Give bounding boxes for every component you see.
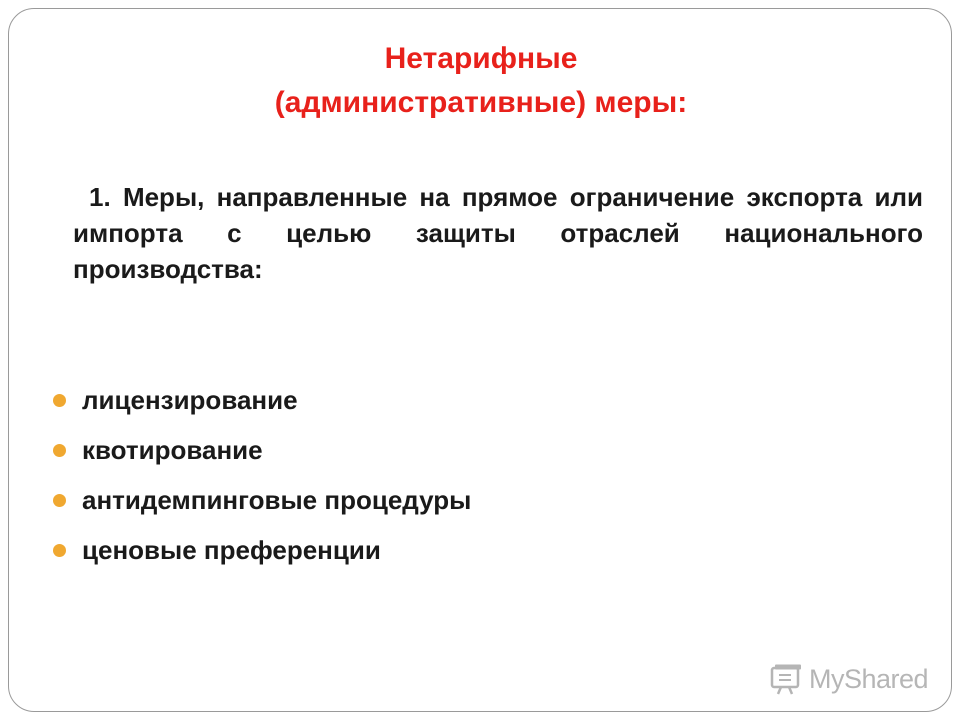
myshared-logo-icon [769,663,803,695]
bullet-dot-icon [53,444,66,457]
intro-paragraph: 1. Меры, направленные на прямое ограничение экспорта или импорта с целью защиты отраслей национального производства: [73,182,923,284]
list-item-text: квотирование [82,435,263,465]
watermark-brand: MyShared [809,663,929,694]
slide-title [9,37,952,125]
list-item [49,379,909,429]
list-item-text: ценовые преференции [82,535,381,565]
bullet-list [49,379,909,579]
bullet-dot-icon [53,544,66,557]
title-line-1: Нетарифные [384,42,578,75]
watermark [769,659,928,699]
slide [8,8,952,712]
bullet-dot-icon [53,394,66,407]
list-item-text: лицензирование [82,385,298,415]
list-item [49,479,909,529]
list-item [49,429,909,479]
bullet-dot-icon [53,494,66,507]
list-item-text: антидемпинговые процедуры [82,485,472,515]
list-item [49,529,909,579]
title-line-2: (административные) меры: [274,86,688,119]
